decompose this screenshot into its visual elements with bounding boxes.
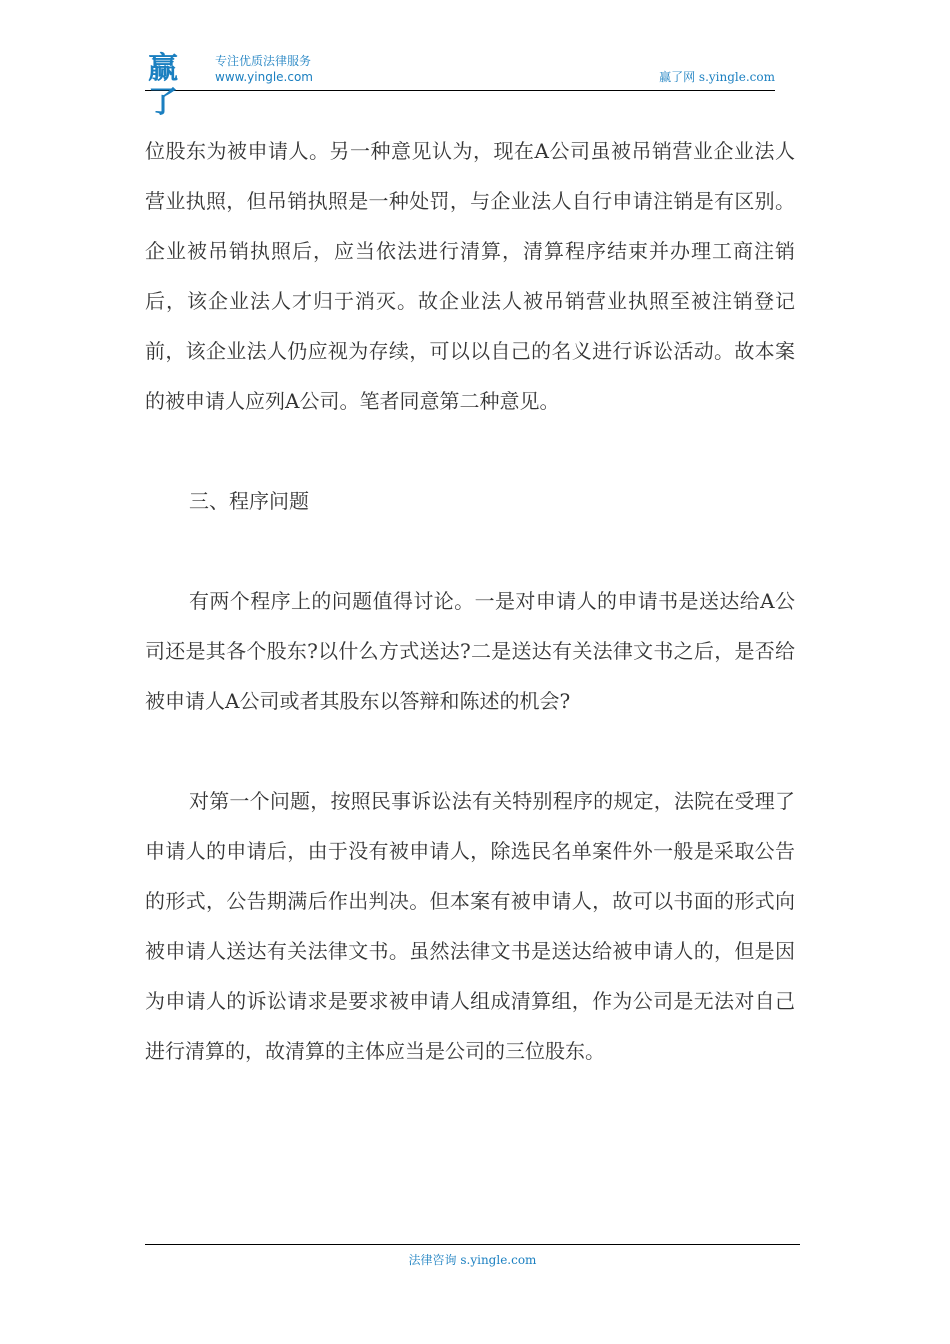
section-heading: 三、程序问题: [189, 489, 309, 513]
logo-tagline: 专注优质法律服务: [215, 54, 312, 68]
paragraph-gap: [145, 526, 795, 576]
logo-mark: 赢了: [148, 51, 176, 120]
header-site-link[interactable]: 赢了网 s.yingle.com: [659, 70, 775, 84]
page-header: [145, 50, 775, 120]
paragraph-first-issue: 对第一个问题，按照民事诉讼法有关特别程序的规定，法院在受理了申请人的申请后，由于没有被申请人，除选民名单案件外一般是采取公告的形式，公告期满后作出判决。但本案有被申请人，故可以书面的形式向被申请人送达有关法律文书。虽然法律文书是送达给被申请人的，但是因为申请人的诉讼请求是要求被申请人组成清算组，作为公司是无法对自己进行清算的，故清算的主体应当是公司的三位股东。: [145, 789, 795, 1063]
paragraph-procedure-issues: 有两个程序上的问题值得讨论。一是对申请人的申请书是送达给A公司还是其各个股东?以什么方式送达?二是送达有关法律文书之后，是否给被申请人A公司或者其股东以答辩和陈述的机会?: [145, 589, 795, 713]
paragraph-gap: [145, 426, 795, 476]
logo-url: www.yingle.com: [215, 70, 313, 84]
footer-link[interactable]: 法律咨询 s.yingle.com: [408, 1253, 537, 1267]
page-footer: [145, 1244, 800, 1268]
paragraph-continuation: 位股东为被申请人。另一种意见认为，现在A公司虽被吊销营业企业法人营业执照，但吊销执照是一种处罚，与企业法人自行申请注销是有区别。企业被吊销执照后，应当依法进行清算，清算程序结束并办理工商注销后，该企业法人才归于消灭。故企业法人被吊销营业执照至被注销登记前，该企业法人仍应视为存续，可以以自己的名义进行诉讼活动。故本案的被申请人应列A公司。笔者同意第二种意见。: [145, 139, 795, 413]
document-body: [145, 126, 795, 1076]
paragraph-gap: [145, 726, 795, 776]
